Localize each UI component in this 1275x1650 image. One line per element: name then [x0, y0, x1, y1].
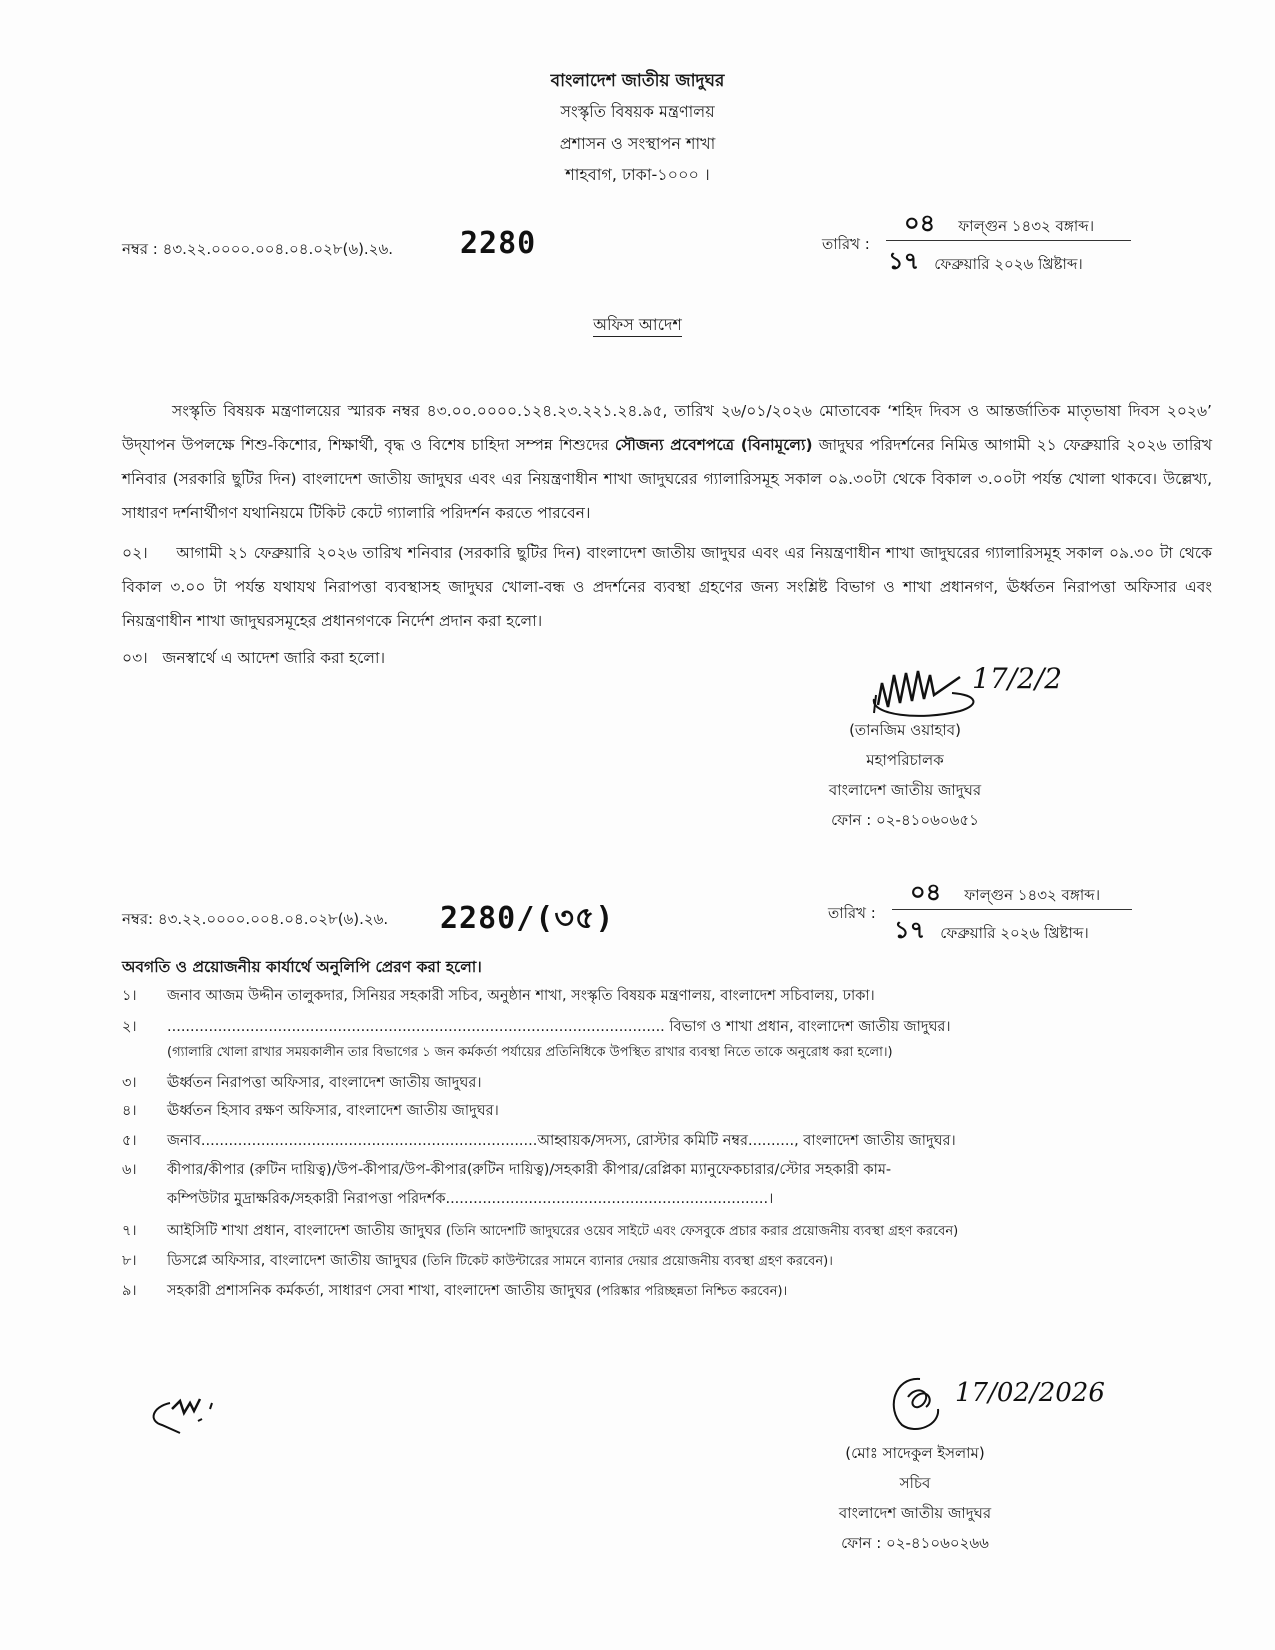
branch-name: প্রশাসন ও সংস্থাপন শাখা [559, 134, 716, 153]
item-text-wrap [167, 1280, 787, 1304]
para1-text-a: সংস্কৃতি বিষয়ক মন্ত্রণালয়ের স্মারক নম্বর ৪৩.০০.০০০০.১২৪.২৩.২২১.২৪.৯৫, তারিখ ২৬/০১/২০২৬ মোতাবেক ‘শহিদ দিবস ও আন্তর্জাতিক মাতৃভাষা দিবস ২০২৬’ উদ্‌যাপন উপলক্ষে শিশু-কিশোর, শিক্ষার্থী, বৃদ্ধ ও বিশেষ চাহিদা সম্পন্ন শিশুদের [122, 402, 1212, 454]
signatory-name: (মোঃ সাদেকুল ইসলাম) [845, 1444, 985, 1462]
bangla-month-year: ফাল্গুন ১৪৩২ বঙ্গাব্দ। [958, 217, 1095, 235]
item-note: (গ্যালারি খোলা রাখার সময়কালীন তার বিভাগের ১ জন কর্মকর্তা পর্যায়ের প্রতিনিধিকে উপস্থিত রাখার ব্যবস্থা নিতে তাকে অনুরোধ করা হলো।) [167, 1045, 893, 1060]
paragraph-1 [122, 394, 1212, 530]
item-text-wrap [167, 1250, 833, 1274]
ref-label: নম্বর : [122, 240, 158, 258]
signatory-org: বাংলাদেশ জাতীয় জাদুঘর [828, 781, 982, 799]
copy-date [892, 874, 1142, 944]
copy-bangla-day-handwritten: ০৪ [910, 878, 942, 906]
initials-mark [140, 1395, 230, 1445]
date-label: তারিখ : [822, 235, 870, 253]
item-text: ডিসপ্লে অফিসার, বাংলাদেশ জাতীয় জাদুঘর [167, 1253, 418, 1269]
item-text: কম্পিউটার মুদ্রাক্ষরিক/সহকারী নিরাপত্তা পরিদর্শক......................................................................। [167, 1191, 774, 1207]
item-text: ঊর্ধ্বতন নিরাপত্তা অফিসার, বাংলাদেশ জাতীয় জাদুঘর। [167, 1075, 482, 1091]
para2-text: আগামী ২১ ফেব্রুয়ারি ২০২৬ তারিখ শনিবার (সরকারি ছুটির দিন) বাংলাদেশ জাতীয় জাদুঘর এবং এর নিয়ন্ত্রণাধীন শাখা জাদুঘরের গ্যালারিসমূহ সকাল ০৯.৩০ টা থেকে বিকাল ৩.০০ টা পর্যন্ত যথাযথ নিরাপত্তা ব্যবস্থাসহ জাদুঘর খোলা-বন্ধ ও প্রদর্শনের ব্যবস্থা গ্রহণের জন্য সংশ্লিষ্ট বিভাগ ও শাখা প্রধানগণ, ঊর্ধ্বতন নিরাপত্তা অফিসার এবং নিয়ন্ত্রণাধীন শাখা জাদুঘরসমূহের প্রধানগণকে নির্দেশ প্রদান করা হলো। [122, 544, 1212, 630]
copy-greg-month-year: ফেব্রুয়ারি ২০২৬ খ্রিষ্টাব্দ। [940, 924, 1089, 942]
signatory-org: বাংলাদেশ জাতীয় জাদুঘর [838, 1504, 992, 1522]
signatory-block-1 [780, 715, 1030, 835]
copy-ref-label: নম্বর: [122, 910, 154, 928]
signatory-name: (তানজিম ওয়াহাব) [849, 721, 961, 739]
item-number: ৩। [122, 1075, 137, 1091]
item-text-wrap [167, 1220, 958, 1244]
item-number: ৯। [122, 1283, 137, 1299]
subject-heading [0, 312, 1275, 339]
copy-reference [122, 908, 388, 933]
ministry-name: সংস্কৃতি বিষয়ক মন্ত্রণালয় [560, 102, 715, 121]
item-note: (তিনি টিকেট কাউন্টারের সামনে ব্যানার দেয়ার প্রয়োজনীয় ব্যবস্থা গ্রহণ করবেন)। [421, 1254, 833, 1269]
handwritten-ref-number: 2280 [460, 226, 537, 261]
signatory-designation: সচিব [899, 1474, 931, 1492]
order-reference [122, 238, 393, 263]
item-text: ঊর্ধ্বতন হিসাব রক্ষণ অফিসার, বাংলাদেশ জাতীয় জাদুঘর। [167, 1103, 499, 1119]
item-number: ৬। [122, 1162, 137, 1178]
copy-ref-number: ৪৩.২২.০০০০.০০৪.০৪.০২৮(৬).২৬. [157, 910, 389, 928]
item-number: ৭। [122, 1223, 137, 1239]
order-date [886, 205, 1136, 275]
signatory-phone: ফোন : ০২-৪১০৬০২৬৬ [841, 1534, 989, 1552]
item-number: ৮। [122, 1253, 137, 1269]
item-number: ২। [122, 1019, 137, 1035]
item-text: আইসিটি শাখা প্রধান, বাংলাদেশ জাতীয় জাদুঘর [167, 1223, 442, 1239]
item-number: ৫। [122, 1133, 137, 1149]
subject-text: অফিস আদেশ [593, 315, 682, 337]
greg-day-handwritten: ১৭ [888, 247, 920, 275]
signatory-designation: মহাপরিচালক [866, 751, 944, 769]
date-divider [886, 240, 1131, 241]
ref-number: ৪৩.২২.০০০০.০০৪.০৪.০২৮(৬).২৬. [162, 240, 393, 258]
copy-heading: অবগতি ও প্রয়োজনীয় কার্যার্থে অনুলিপি প্রেরণ করা হলো। [122, 958, 482, 976]
signatory-block-2 [800, 1438, 1030, 1558]
para1-bold-text: সৌজন্য প্রবেশপত্রে (বিনামূল্যে) [615, 436, 813, 454]
item-text: ............................................................................................................ বিভাগ ও শাখা প্রধান, বাংলাদেশ জাতীয় জাদুঘর। [167, 1019, 951, 1035]
item-text: সহকারী প্রশাসনিক কর্মকর্তা, সাধারণ সেবা শাখা, বাংলাদেশ জাতীয় জাদুঘর [167, 1283, 592, 1299]
para2-number: ০২। [122, 544, 148, 562]
para3-number: ০৩। [122, 649, 148, 667]
copy-handwritten-ref-number: 2280/(৩৫) [440, 901, 615, 936]
item-text: জনাব আজম উদ্দীন তালুকদার, সিনিয়র সহকারী সচিব, অনুষ্ঠান শাখা, সংস্কৃতি বিষয়ক মন্ত্রণালয়, বাংলাদেশ সচিবালয়, ঢাকা। [167, 988, 875, 1004]
greg-month-year: ফেব্রুয়ারি ২০২৬ খ্রিষ্টাব্দ। [934, 255, 1083, 273]
bangla-day-handwritten: ০৪ [904, 209, 936, 237]
address: শাহবাগ, ঢাকা-১০০০ । [565, 165, 710, 184]
item-text: জনাব.........................................................................আহ্বায়ক/সদস্য, রোস্টার কমিটি নম্বর.........., বাংলাদেশ জাতীয় জাদুঘর। [167, 1133, 956, 1149]
item-note: (তিনি আদেশটি জাদুঘরের ওয়েব সাইটে এবং ফেসবুকে প্রচার করার প্রয়োজনীয় ব্যবস্থা গ্রহণ করবেন) [445, 1224, 959, 1239]
org-title: বাংলাদেশ জাতীয় জাদুঘর [550, 71, 725, 91]
item-note: (পরিষ্কার পরিচ্ছন্নতা নিশ্চিত করবেন)। [596, 1284, 788, 1299]
signature-secretary [880, 1375, 960, 1435]
copy-greg-day-handwritten: ১৭ [894, 916, 926, 944]
para3-text: জনস্বার্থে এ আদেশ জারি করা হলো। [162, 649, 385, 667]
item-text: কীপার/কীপার (রুটিন দায়িত্ব)/উপ-কীপার/উপ-কীপার(রুটিন দায়িত্ব)/সহকারী কীপার/রেপ্লিকা ম্যানুফেকচারার/স্টোর সহকারী কাম- [167, 1162, 892, 1178]
signature-date-handwritten-2: 17/02/2026 [955, 1378, 1105, 1408]
copy-bangla-month-year: ফাল্গুন ১৪৩২ বঙ্গাব্দ। [964, 886, 1101, 904]
copy-date-divider [892, 909, 1132, 910]
item-number: ৪। [122, 1103, 137, 1119]
signature-date-handwritten: 17/2/2 [972, 662, 1063, 695]
copy-date-label: তারিখ : [828, 904, 876, 922]
signatory-phone: ফোন : ০২-৪১০৬০৬৫১ [831, 811, 979, 829]
paragraph-2 [122, 536, 1212, 638]
item-number: ১। [122, 988, 137, 1004]
para1-text-b: জাদুঘর পরিদর্শনের নিমিত্ত আগামী ২১ ফেব্রুয়ারি ২০২৬ তারিখ শনিবার (সরকারি ছুটির দিন) বাংলাদেশ জাতীয় জাদুঘর এবং এর নিয়ন্ত্রণাধীন শাখা জাদুঘরের গ্যালারিসমূহ সকাল ০৯.৩০টা থেকে বিকাল ৩.০০টা পর্যন্ত খোলা থাকবে। উল্লেখ্য, সাধারণ দর্শনার্থীগণ যথানিয়মে টিকিট কেটে গ্যালারি পরিদর্শন করতে পারবেন। [122, 436, 1212, 522]
